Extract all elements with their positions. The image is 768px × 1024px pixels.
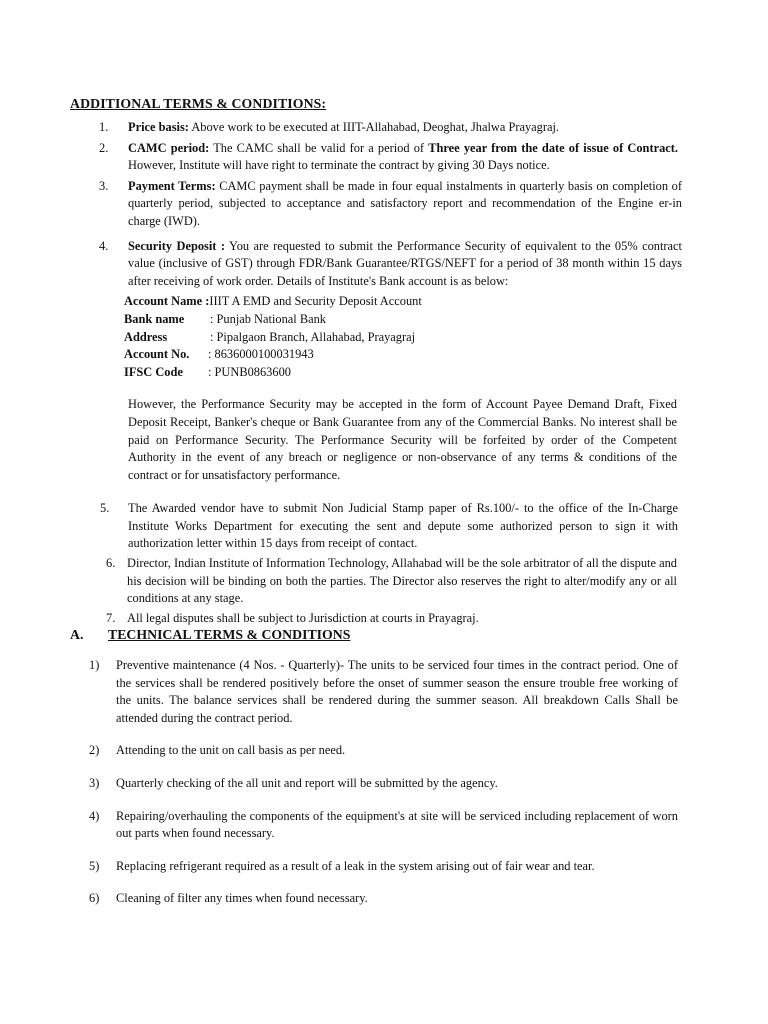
item-number: 7. <box>106 610 116 625</box>
item-text: The CAMC shall be valid for a period of <box>209 140 429 155</box>
account-row <box>124 329 768 347</box>
item-text: Repairing/overhauling the components of the equipment's at site will be serviced including replacement of worn out parts when found necessary. <box>116 808 678 841</box>
list-item <box>0 657 768 727</box>
list-item <box>0 178 768 231</box>
item-text: All legal disputes shall be subject to Jurisdiction at courts in Prayagraj. <box>127 610 479 625</box>
item-number: 2) <box>89 743 100 758</box>
item-number: 2. <box>99 140 109 155</box>
account-label: Bank name <box>124 311 185 326</box>
list-item <box>0 775 768 793</box>
account-label: IFSC Code <box>124 364 183 379</box>
list-item <box>0 500 768 553</box>
account-value: : PUNB0863600 <box>208 364 291 379</box>
item-text: Cleaning of filter any times when found necessary. <box>116 891 368 906</box>
account-row <box>124 293 768 311</box>
item-number: 5. <box>100 501 110 516</box>
list-item <box>0 119 768 137</box>
item-text: Above work to be executed at IIIT-Allahabad, Deoghat, Jhalwa Prayagraj. <box>188 120 560 134</box>
additional-terms-list <box>0 119 768 629</box>
item-text: Attending to the unit on call basis as per need. <box>116 743 346 758</box>
item-text: The Awarded vendor have to submit Non Judicial Stamp paper of Rs.100/- to the office of the In-Charge Institute Works Department for executing the sent and depute some authorized person to sign it with authorization letter within 15 days from receipt of contact. <box>128 501 678 551</box>
item-text: CAMC payment shall be made in four equal instalments in quarterly basis on completion of quarterly period, subjected to acceptance and satisfactory report and recommendation of the Engine er-in charge (IWD). <box>128 178 682 228</box>
item-title: Payment Terms: <box>128 178 216 193</box>
item-number: 3. <box>99 178 109 193</box>
section-title: TECHNICAL TERMS & CONDITIONS <box>108 627 351 642</box>
account-label: Account Name : <box>124 294 210 309</box>
bank-account-details <box>124 293 768 381</box>
account-value: : Pipalgaon Branch, Allahabad, Prayagraj <box>210 329 416 344</box>
item-text: Quarterly checking of the all unit and report will be submitted by the agency. <box>116 775 498 790</box>
list-item <box>0 858 768 876</box>
item-text: Director, Indian Institute of Information Technology, Allahabad will be the sole arbitrator of all the dispute and his decision will be binding on both the parties. The Director also reserves the right to alter/modify any or all conditions at any stage. <box>127 556 677 606</box>
account-label: Address <box>124 329 168 344</box>
account-row <box>124 346 768 364</box>
item-number: 5) <box>89 858 100 873</box>
item-text: Preventive maintenance (4 Nos. - Quarterly)- The units to be serviced four times in the contract period. One of the services shall be rendered positively before the onset of summer season the ensure trouble free working of the units. The balance services shall be rendered during the summer season. All breakdown Calls Shall be attended during the contract period. <box>116 658 678 725</box>
account-row <box>124 311 768 329</box>
technical-terms-heading <box>70 626 350 644</box>
item-text: You are requested to submit the Performance Security of equivalent to the 05% contract value (inclusive of GST) through FDR/Bank Guarantee/RTGS/NEFT for a period of 38 month within 15 days after receiving of work order. Details of Institute's Bank account is as below: <box>128 238 682 288</box>
account-row <box>124 364 768 382</box>
technical-terms-list <box>0 657 768 923</box>
section-letter: A. <box>70 627 84 642</box>
item-text: Replacing refrigerant required as a result of a leak in the system arising out of fair wear and tear. <box>116 858 595 873</box>
performance-security-note: However, the Performance Security may be accepted in the form of Account Payee Demand Draft, Fixed Deposit Receipt, Banker's cheque or Bank Guarantee from any of the Commercial Banks. No interest shall be paid on Performance Security. The Performance Security will be forfeited by order of the Competent Authority in the event of any breach or negligence or non-observance of any terms & conditions of the contract or for unsatisfactory performance. <box>128 397 677 482</box>
item-title: Security Deposit : <box>128 238 226 253</box>
list-item <box>0 555 768 608</box>
account-value: : Punjab National Bank <box>210 311 326 326</box>
item-number: 1) <box>89 658 100 672</box>
item-number: 3) <box>89 775 100 790</box>
item-title: CAMC period: <box>128 140 210 155</box>
item-number: 4. <box>99 238 109 253</box>
list-item <box>0 140 768 175</box>
list-item <box>0 890 768 908</box>
item-title: Price basis: <box>128 120 189 134</box>
list-item <box>0 742 768 760</box>
list-item <box>0 238 768 291</box>
item-number: 6) <box>89 891 100 906</box>
account-value: IIIT A EMD and Security Deposit Account <box>209 294 422 309</box>
list-item <box>0 808 768 843</box>
item-number: 1. <box>99 120 109 134</box>
account-value: : 8636000100031943 <box>208 347 314 362</box>
item-number: 6. <box>106 556 116 571</box>
item-emphasis: Three year from the date of issue of Contract. <box>428 140 678 155</box>
account-label: Account No. <box>124 347 190 362</box>
list-item <box>0 610 768 628</box>
additional-terms-heading: ADDITIONAL TERMS & CONDITIONS: <box>70 96 327 111</box>
item-number: 4) <box>89 808 100 823</box>
item-text: However, Institute will have right to terminate the contract by giving 30 Days notice. <box>128 158 550 173</box>
